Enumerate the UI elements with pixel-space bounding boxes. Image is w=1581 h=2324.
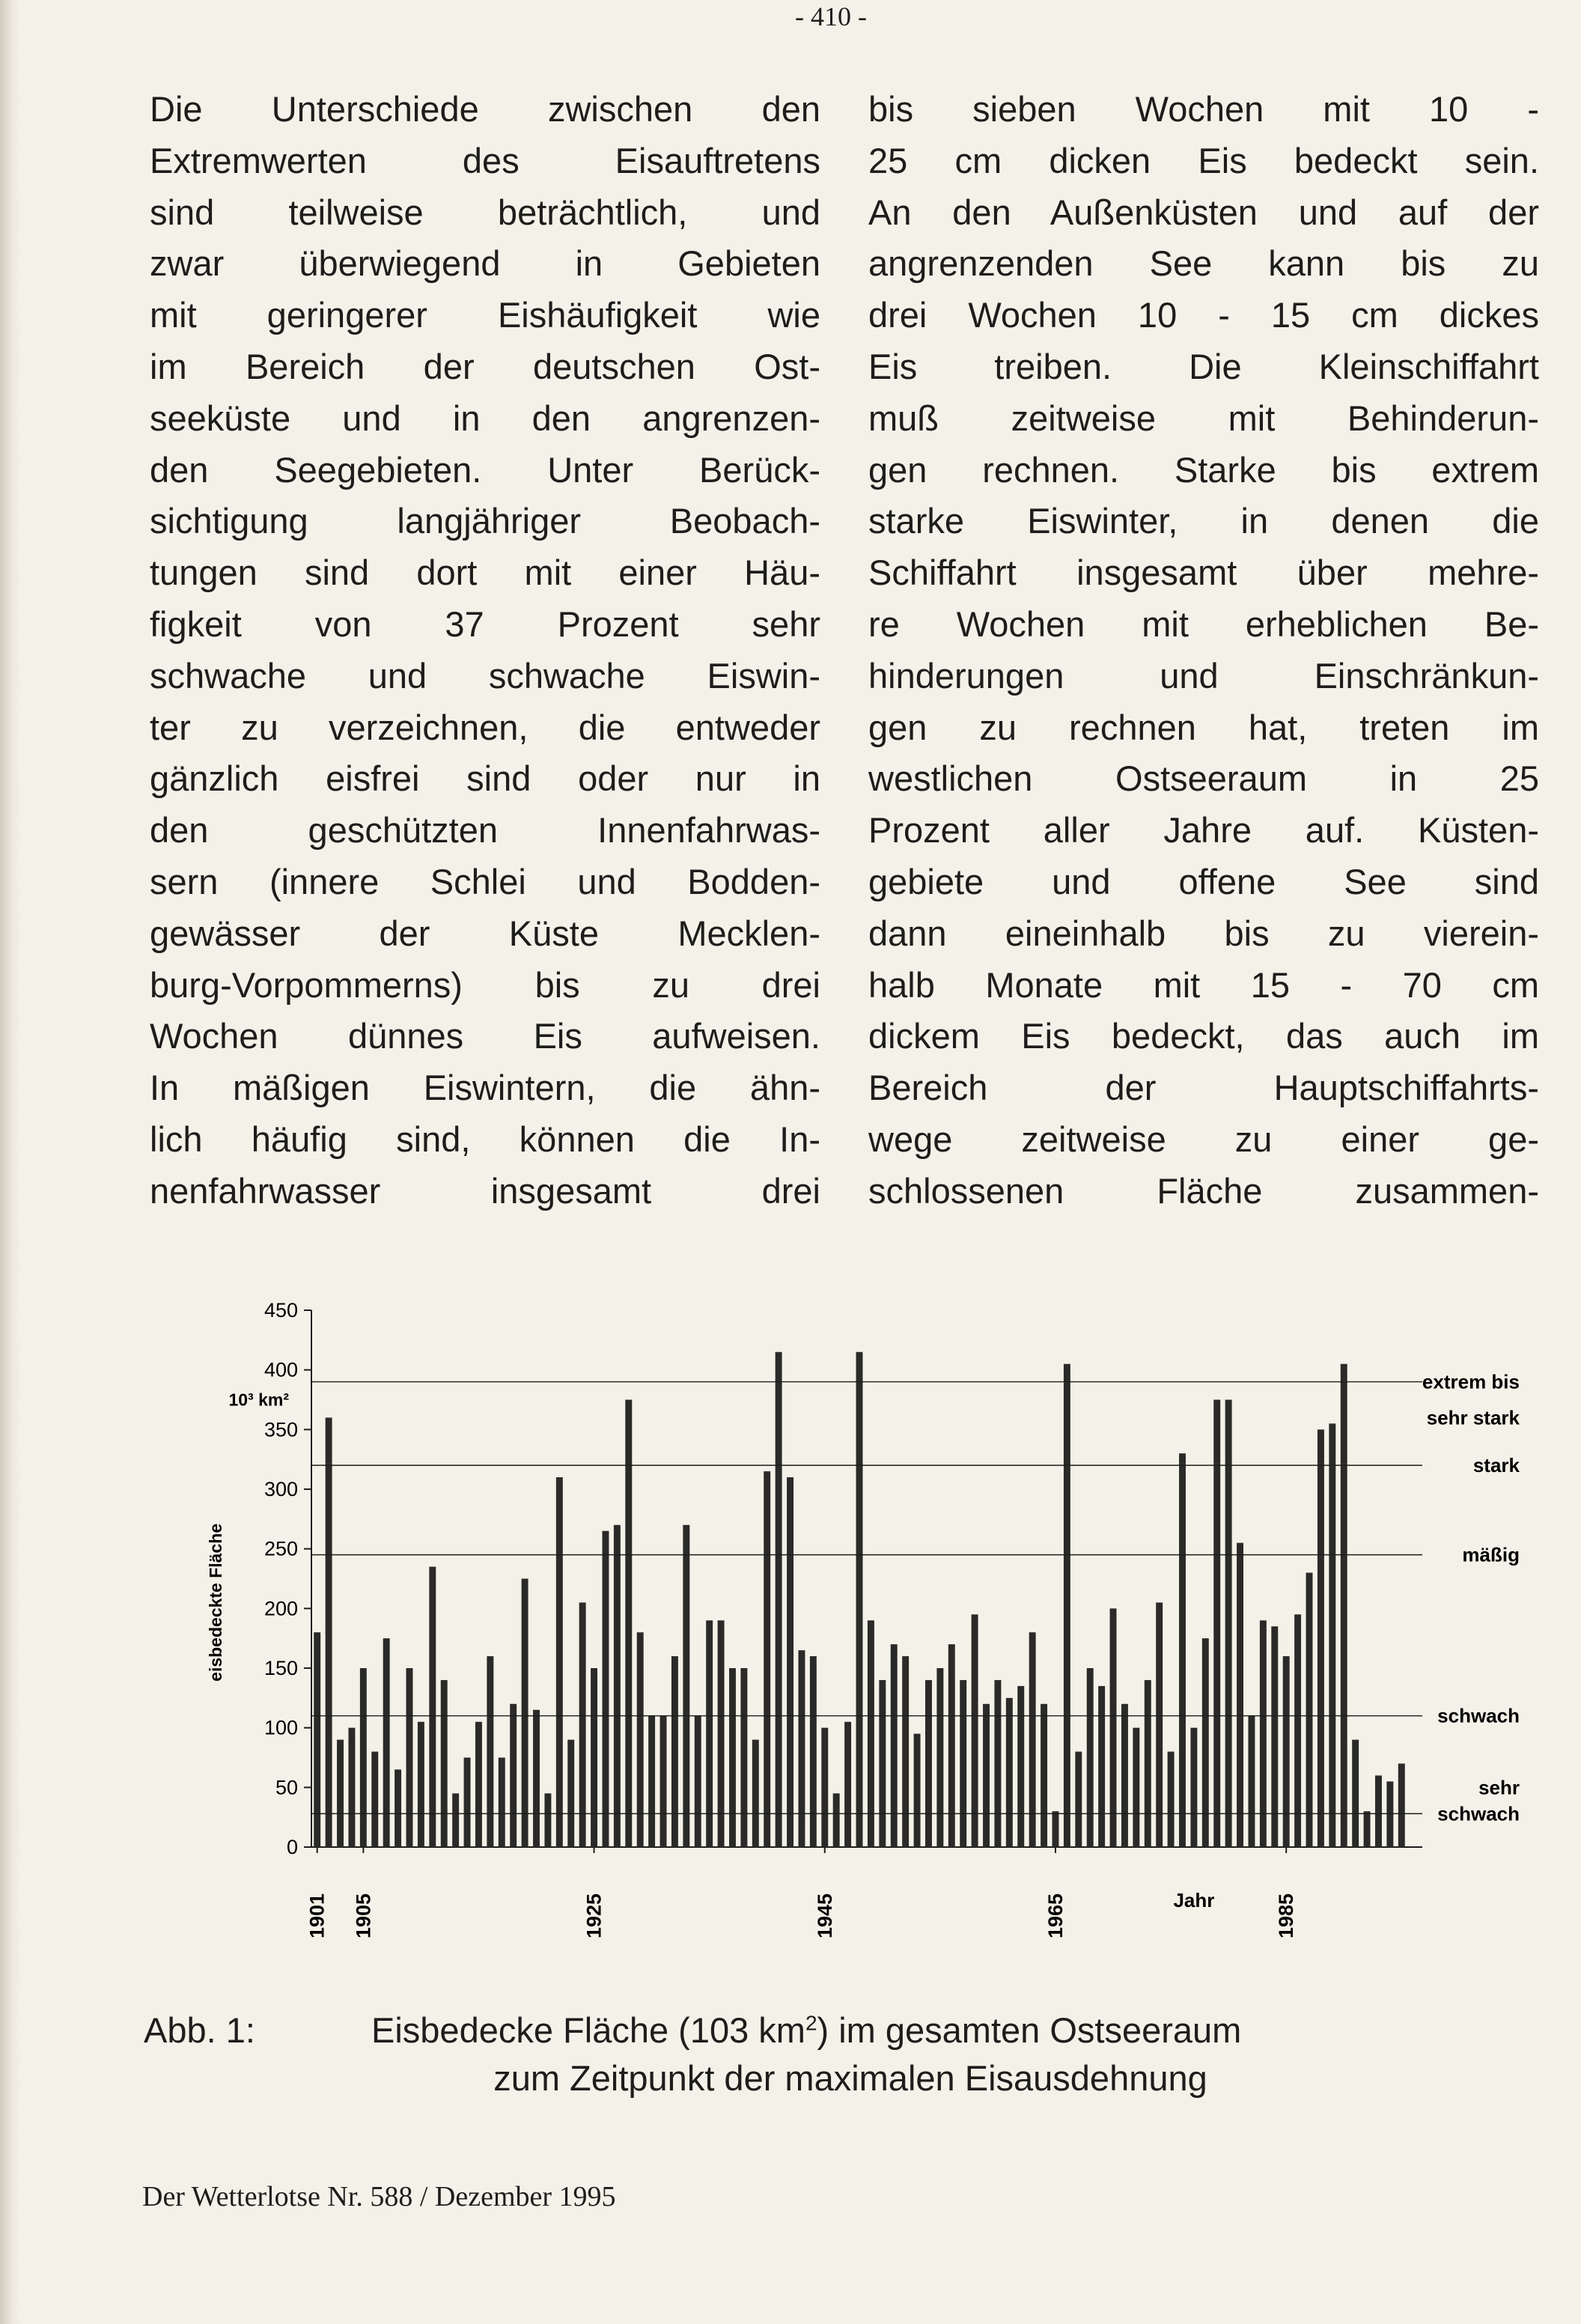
bar: [1248, 1716, 1255, 1847]
bar: [1352, 1740, 1359, 1847]
bar: [510, 1704, 517, 1847]
bar: [1225, 1400, 1232, 1848]
text-line: seeküste und in den angrenzen-: [150, 398, 820, 438]
text-line: Eis treiben. Die Kleinschiffahrt: [868, 346, 1539, 386]
text-line: wege zeitweise zu einer ge-: [868, 1119, 1539, 1159]
bar: [798, 1650, 805, 1847]
bar: [821, 1728, 828, 1847]
text-line: drei Wochen 10 - 15 cm dickes: [868, 295, 1539, 335]
bar: [602, 1531, 609, 1847]
bar: [844, 1722, 851, 1847]
category-label: extrem bis: [1422, 1370, 1520, 1393]
bar: [1006, 1698, 1013, 1847]
bar: [337, 1740, 344, 1847]
bar: [994, 1680, 1001, 1847]
y-tick-label: 400: [264, 1358, 298, 1381]
bar: [1075, 1752, 1082, 1847]
bar: [648, 1716, 655, 1847]
text-line: Die Unterschiede zwischen den: [150, 89, 820, 129]
bar: [1341, 1364, 1347, 1847]
bar: [972, 1614, 978, 1847]
text-line: Bereich der Hauptschiffahrts-: [868, 1068, 1539, 1108]
bar: [718, 1620, 725, 1847]
text-line: Prozent aller Jahre auf. Küsten-: [868, 810, 1539, 851]
bar: [326, 1417, 332, 1847]
y-unit-label: 10³ km²: [228, 1390, 289, 1410]
bar: [579, 1602, 586, 1847]
text-line: figkeit von 37 Prozent sehr: [150, 603, 820, 644]
bar: [1386, 1781, 1393, 1847]
left-text-column: [150, 84, 820, 1217]
text-line: An den Außenküsten und auf der: [868, 192, 1539, 232]
bar: [740, 1668, 747, 1847]
bar: [695, 1716, 701, 1847]
category-label: schwach: [1437, 1704, 1520, 1727]
bar: [1168, 1752, 1175, 1847]
text-line: starke Eiswinter, in denen die: [868, 501, 1539, 541]
bar: [1041, 1704, 1047, 1847]
bar: [1398, 1763, 1405, 1847]
bar: [487, 1656, 493, 1847]
bar: [1237, 1543, 1243, 1847]
text-line: schwache und schwache Eiswin-: [150, 655, 820, 696]
text-line: sind teilweise beträchtlich, und: [150, 192, 820, 232]
text-line: dann eineinhalb bis zu vierein-: [868, 913, 1539, 953]
bar: [1213, 1400, 1220, 1848]
bar: [660, 1716, 667, 1847]
y-tick-label: 100: [264, 1716, 298, 1739]
text-line: burg-Vorpommerns) bis zu drei: [150, 964, 820, 1005]
y-tick-label: 50: [275, 1776, 298, 1799]
x-tick-label: 1925: [582, 1893, 606, 1939]
bar: [936, 1668, 943, 1847]
bar: [706, 1620, 713, 1847]
text-line: lich häufig sind, können die In-: [150, 1119, 820, 1159]
bar: [1145, 1680, 1151, 1847]
ice-cover-bar-chart: [180, 1303, 1520, 1947]
text-line: re Wochen mit erheblichen Be-: [868, 603, 1539, 644]
category-label: schwach: [1437, 1802, 1520, 1825]
text-line: nenfahrwasser insgesamt drei: [150, 1170, 820, 1211]
bar: [948, 1644, 955, 1847]
bar: [418, 1722, 424, 1847]
x-tick-label: 1985: [1275, 1893, 1298, 1939]
bar: [1121, 1704, 1128, 1847]
figure-caption: [371, 2007, 1524, 2102]
bar: [914, 1734, 921, 1847]
text-line: 25 cm dicken Eis bedeckt sein.: [868, 140, 1539, 180]
text-line: bis sieben Wochen mit 10 -: [868, 89, 1539, 129]
bar: [1375, 1775, 1382, 1847]
category-label: sehr stark: [1426, 1406, 1520, 1429]
text-line: gen zu rechnen hat, treten im: [868, 707, 1539, 747]
text-line: halb Monate mit 15 - 70 cm: [868, 964, 1539, 1005]
x-tick-label: 1901: [305, 1893, 329, 1939]
bar: [556, 1477, 563, 1847]
x-axis-label: Jahr: [1173, 1889, 1215, 1911]
x-tick-label: 1965: [1044, 1893, 1067, 1939]
bar: [856, 1352, 863, 1847]
text-line: sichtigung langjähriger Beobach-: [150, 501, 820, 541]
bar: [452, 1793, 459, 1847]
bar: [360, 1668, 367, 1847]
y-tick-label: 150: [264, 1657, 298, 1679]
right-text-column: [868, 84, 1539, 1217]
bar: [637, 1632, 644, 1847]
bar: [1202, 1638, 1209, 1847]
bar: [499, 1758, 505, 1848]
bar: [314, 1632, 320, 1847]
y-tick-label: 200: [264, 1597, 298, 1620]
text-line: zwar überwiegend in Gebieten: [150, 243, 820, 284]
bar: [1053, 1811, 1059, 1847]
bar: [625, 1400, 632, 1848]
bar: [1190, 1728, 1197, 1847]
bar: [776, 1352, 782, 1847]
bar: [1029, 1632, 1036, 1847]
text-line: tungen sind dort mit einer Häu-: [150, 553, 820, 593]
bar: [522, 1579, 528, 1848]
bar: [1133, 1728, 1139, 1847]
y-tick-label: 0: [286, 1836, 298, 1858]
text-line: gänzlich eisfrei sind oder nur in: [150, 758, 820, 799]
bar: [1110, 1608, 1117, 1847]
bar: [464, 1758, 471, 1848]
bar: [1179, 1453, 1186, 1847]
bar: [614, 1525, 621, 1847]
bar: [1098, 1686, 1105, 1847]
bar: [475, 1722, 482, 1847]
bar: [567, 1740, 574, 1847]
text-line: Schiffahrt insgesamt über mehre-: [868, 553, 1539, 593]
x-tick-label: 1945: [813, 1893, 836, 1939]
text-line: den Seegebieten. Unter Berück-: [150, 449, 820, 490]
bar: [1329, 1423, 1335, 1847]
text-line: ter zu verzeichnen, die entweder: [150, 707, 820, 747]
y-tick-label: 450: [264, 1303, 298, 1321]
bar: [1294, 1614, 1301, 1847]
bar: [1318, 1429, 1324, 1847]
bar: [960, 1680, 966, 1847]
figure-caption-line-1: Eisbedecke Fläche (103 $km^2$) im gesamten Ostseeraum: [371, 2010, 1242, 2050]
bar: [833, 1793, 840, 1847]
text-line: Extremwerten des Eisauftretens: [150, 140, 820, 180]
text-line: muß zeitweise mit Behinderun-: [868, 398, 1539, 438]
figure-caption-line-2: zum Zeitpunkt der maximalen Eisausdehnung: [493, 2058, 1207, 2098]
bar: [1064, 1364, 1070, 1847]
bar: [1087, 1668, 1094, 1847]
bar: [395, 1769, 401, 1847]
bar: [429, 1567, 436, 1847]
bar: [348, 1728, 355, 1847]
text-line: angrenzenden See kann bis zu: [868, 243, 1539, 284]
journal-footer: Der Wetterlotse Nr. 588 / Dezember 1995: [142, 2181, 616, 2212]
bar: [406, 1668, 413, 1847]
bar: [1260, 1620, 1267, 1847]
bar: [752, 1740, 759, 1847]
page-edge-shadow: [0, 0, 21, 2324]
category-label: mäßig: [1462, 1543, 1520, 1566]
category-label: stark: [1472, 1454, 1520, 1477]
text-line: westlichen Ostseeraum in 25: [868, 758, 1539, 799]
bar: [787, 1477, 793, 1847]
bar: [891, 1644, 898, 1847]
text-line: In mäßigen Eiswintern, die ähn-: [150, 1068, 820, 1108]
bar: [902, 1656, 909, 1847]
bar: [544, 1793, 551, 1847]
bar: [1306, 1573, 1313, 1847]
bar: [1017, 1686, 1024, 1847]
bar: [383, 1638, 390, 1847]
bar: [1364, 1811, 1371, 1847]
text-line: schlossenen Fläche zusammen-: [868, 1170, 1539, 1211]
bar: [879, 1680, 886, 1847]
text-line: mit geringerer Eishäufigkeit wie: [150, 295, 820, 335]
text-line: gewässer der Küste Mecklen-: [150, 913, 820, 953]
bar: [371, 1752, 378, 1847]
x-tick-label: 1905: [352, 1893, 375, 1939]
bar: [868, 1620, 874, 1847]
bar: [441, 1680, 448, 1847]
bar: [983, 1704, 990, 1847]
bar: [729, 1668, 736, 1847]
y-axis-label: eisbedeckte Fläche: [206, 1523, 225, 1682]
bar: [683, 1525, 689, 1847]
y-tick-label: 300: [264, 1478, 298, 1500]
page-number: - 410 -: [795, 1, 867, 31]
bar: [810, 1656, 817, 1847]
bar: [533, 1710, 540, 1847]
bar: [764, 1471, 770, 1847]
text-line: gebiete und offene See sind: [868, 861, 1539, 901]
text-line: sern (innere Schlei und Bodden-: [150, 861, 820, 901]
text-line: gen rechnen. Starke bis extrem: [868, 449, 1539, 490]
bar: [591, 1668, 597, 1847]
text-line: den geschützten Innenfahrwas-: [150, 810, 820, 851]
category-label: sehr: [1478, 1776, 1520, 1799]
bar: [671, 1656, 678, 1847]
bar: [1283, 1656, 1290, 1847]
bar: [1156, 1602, 1163, 1847]
figure-label: Abb. 1:: [144, 2010, 255, 2050]
text-line: im Bereich der deutschen Ost-: [150, 346, 820, 386]
text-line: hinderungen und Einschränkun-: [868, 655, 1539, 696]
y-tick-label: 250: [264, 1537, 298, 1560]
text-line: dickem Eis bedeckt, das auch im: [868, 1016, 1539, 1056]
y-tick-label: 350: [264, 1418, 298, 1441]
text-line: Wochen dünnes Eis aufweisen.: [150, 1016, 820, 1056]
bar: [925, 1680, 932, 1847]
